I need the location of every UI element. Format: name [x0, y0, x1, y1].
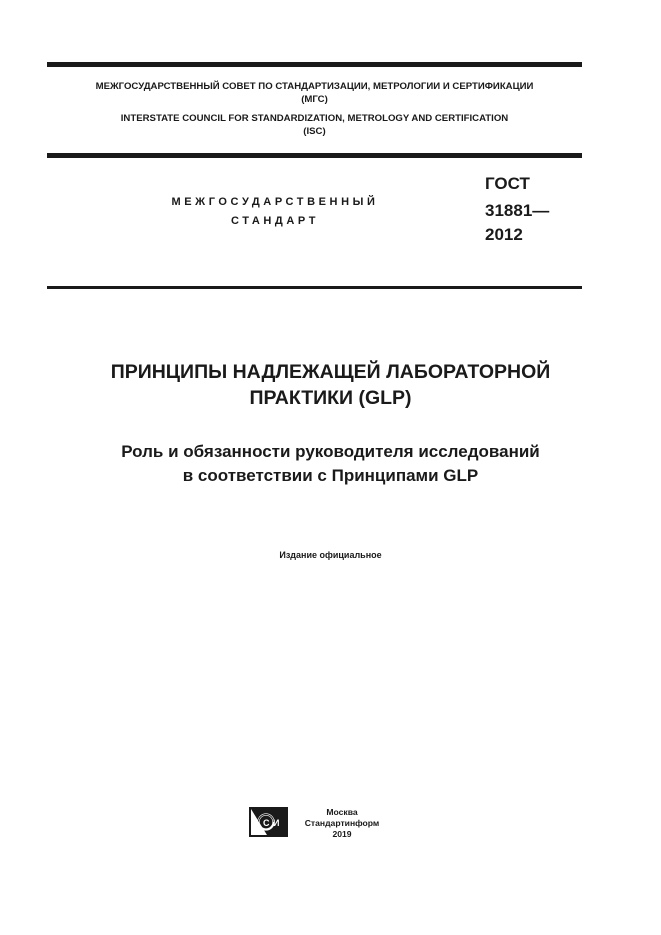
- publication-year: 2019: [332, 829, 352, 839]
- svg-text:C: C: [263, 818, 270, 828]
- document-subtitle-line1: Роль и обязанности руководителя исследований: [121, 442, 540, 461]
- council-abbr-en: (ISC): [303, 126, 326, 137]
- council-abbr-ru: (МГС): [301, 94, 328, 105]
- standard-number: 31881—: [485, 201, 550, 220]
- standard-type-line1: МЕЖГОСУДАРСТВЕННЫЙ: [171, 196, 379, 208]
- council-name-ru-line1: МЕЖГОСУДАРСТВЕННЫЙ СОВЕТ ПО СТАНДАРТИЗАЦИИ, МЕТРОЛОГИИ И СЕРТИФИКАЦИИ: [95, 81, 534, 92]
- document-title-line1: ПРИНЦИПЫ НАДЛЕЖАЩЕЙ ЛАБОРАТОРНОЙ: [110, 361, 551, 383]
- edition-label: Издание официальное: [279, 550, 382, 560]
- document-title-line2: ПРАКТИКИ (GLP): [249, 387, 412, 409]
- standard-year: 2012: [485, 225, 523, 244]
- document-subtitle-line2: в соответствии с Принципами GLP: [182, 466, 479, 485]
- svg-text:И: И: [273, 818, 280, 828]
- standard-designation: ГОСТ: [485, 174, 530, 193]
- header-bottom-rule: [47, 153, 582, 158]
- publisher-name: Стандартинформ: [304, 818, 380, 828]
- council-name-ru: [47, 80, 582, 106]
- standartinform-logo-icon: [249, 807, 288, 837]
- top-rule: [47, 62, 582, 67]
- council-name-en: [47, 112, 582, 138]
- designation-bottom-rule: [47, 286, 582, 289]
- council-name-en-line1: INTERSTATE COUNCIL FOR STANDARDIZATION, METROLOGY AND CERTIFICATION: [120, 113, 509, 124]
- publisher-city: Москва: [326, 807, 358, 817]
- standard-type-line2: СТАНДАРТ: [230, 215, 320, 227]
